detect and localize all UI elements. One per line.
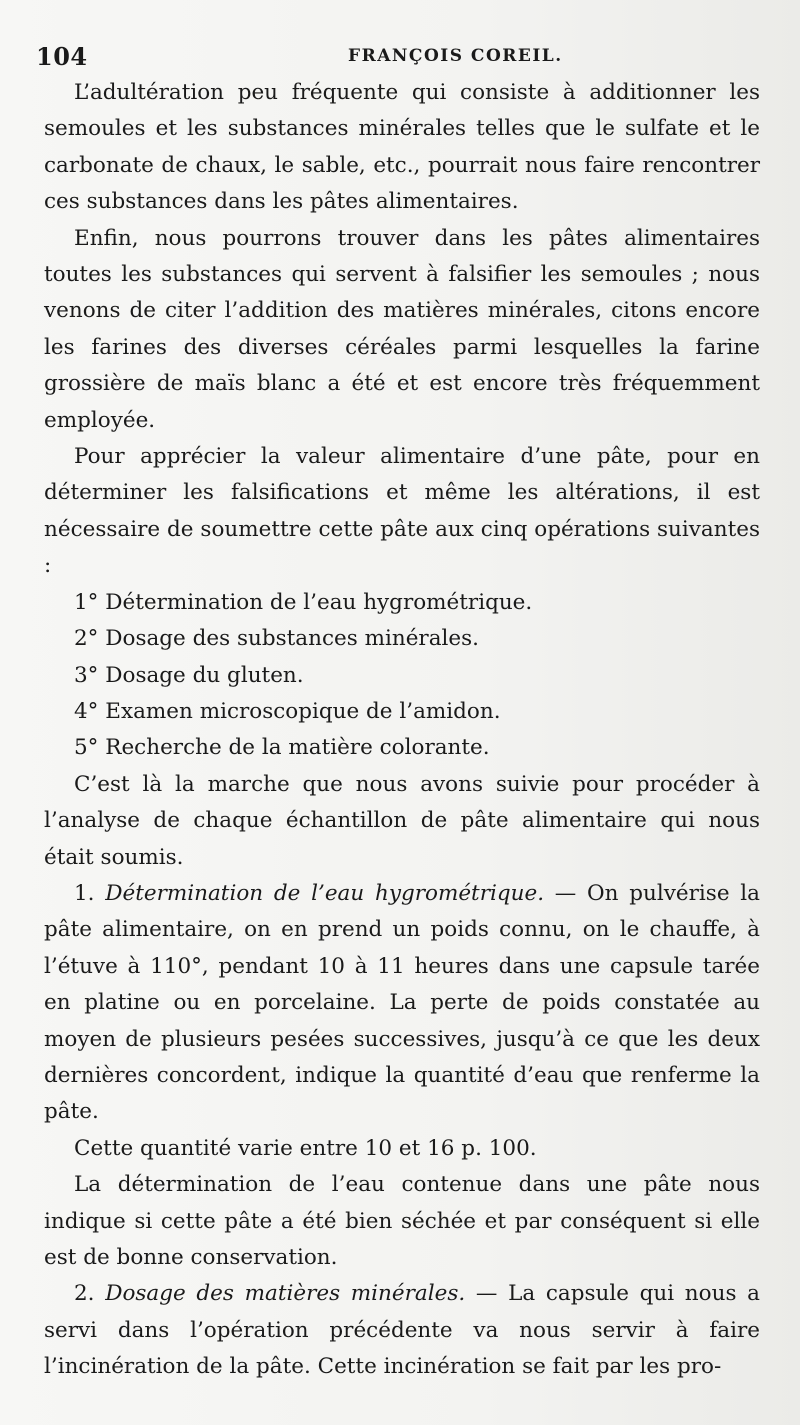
paragraph-determination: La détermination de l’eau contenue dans une pâte nous indique si cette pâte a été bien séchée et par conséquent si elle est de bonne conservation.	[44, 1172, 760, 1270]
section-2-number: 2.	[74, 1281, 95, 1307]
operation-item: 4° Examen microscopique de l’amidon.	[74, 698, 501, 724]
paragraph-marche: C’est là la marche que nous avons suivie pour procéder à l’analyse de chaque échantillon de pâte alimentaire qui nous était soumis.	[44, 771, 760, 870]
section-1-title: Détermination de l’eau hygrométrique.	[105, 880, 545, 906]
operation-item: 1° Détermination de l’eau hygrométrique.	[74, 589, 533, 615]
paragraph-adulteration: L’adultération peu fréquente qui consiste à additionner les semoules et les substances minérales telles que le sulfate et le carbonate de chaux, le sable, etc., pourrait nous faire rencontrer ces substances dans les pâtes alimentaires.	[44, 80, 760, 215]
section-1-text: On pulvérise la pâte alimentaire, on en prend un poids connu, on le chauffe, à l’étuve à 110°, pendant 10 à 11 heures dans une capsule tarée en platine ou en porcelaine. La perte de poids constatée au moyen de plusieurs pesées successives, jusqu’à ce que les deux dernières concordent, indique la quantité d’eau que renferme la pâte.	[44, 880, 760, 1125]
paragraph-falsification: Enfin, nous pourrons trouver dans les pâtes alimentaires toutes les substances qui servent à falsifier les semoules ; nous venons de citer l’addition des matières minérales, citons encore les farines des diverses céréales parmi lesquelles la farine grossière de maïs blanc a été et est encore très fréquemment employée.	[44, 225, 760, 433]
paragraph-quantite: Cette quantité varie entre 10 et 16 p. 100.	[74, 1135, 537, 1161]
section-1-dash: —	[544, 880, 588, 906]
operation-item: 5° Recherche de la matière colorante.	[74, 735, 490, 761]
page-header	[36, 42, 766, 74]
page-number: 104	[36, 42, 88, 71]
section-2-title: Dosage des matières minérales.	[105, 1281, 466, 1307]
section-2-text: La capsule qui nous a servi dans l’opération précédente va nous servir à faire l’incinération de la pâte. Cette incinération se fait par les pro-	[44, 1281, 760, 1380]
running-head: FRANÇOIS COREIL.	[348, 46, 563, 66]
section-2-paragraph	[44, 1276, 760, 1385]
body-text	[44, 75, 760, 1386]
section-1-number: 1.	[74, 880, 95, 906]
operation-item: 3° Dosage du gluten.	[74, 662, 304, 688]
paragraph-appreciation: Pour apprécier la valeur alimentaire d’une pâte, pour en déterminer les falsifications et même les altérations, il est nécessaire de soumettre cette pâte aux cinq opérations suivantes :	[44, 444, 760, 579]
section-1-paragraph	[44, 876, 760, 1131]
section-2-dash: —	[465, 1281, 509, 1307]
operation-item: 2° Dosage des substances minérales.	[74, 626, 479, 652]
